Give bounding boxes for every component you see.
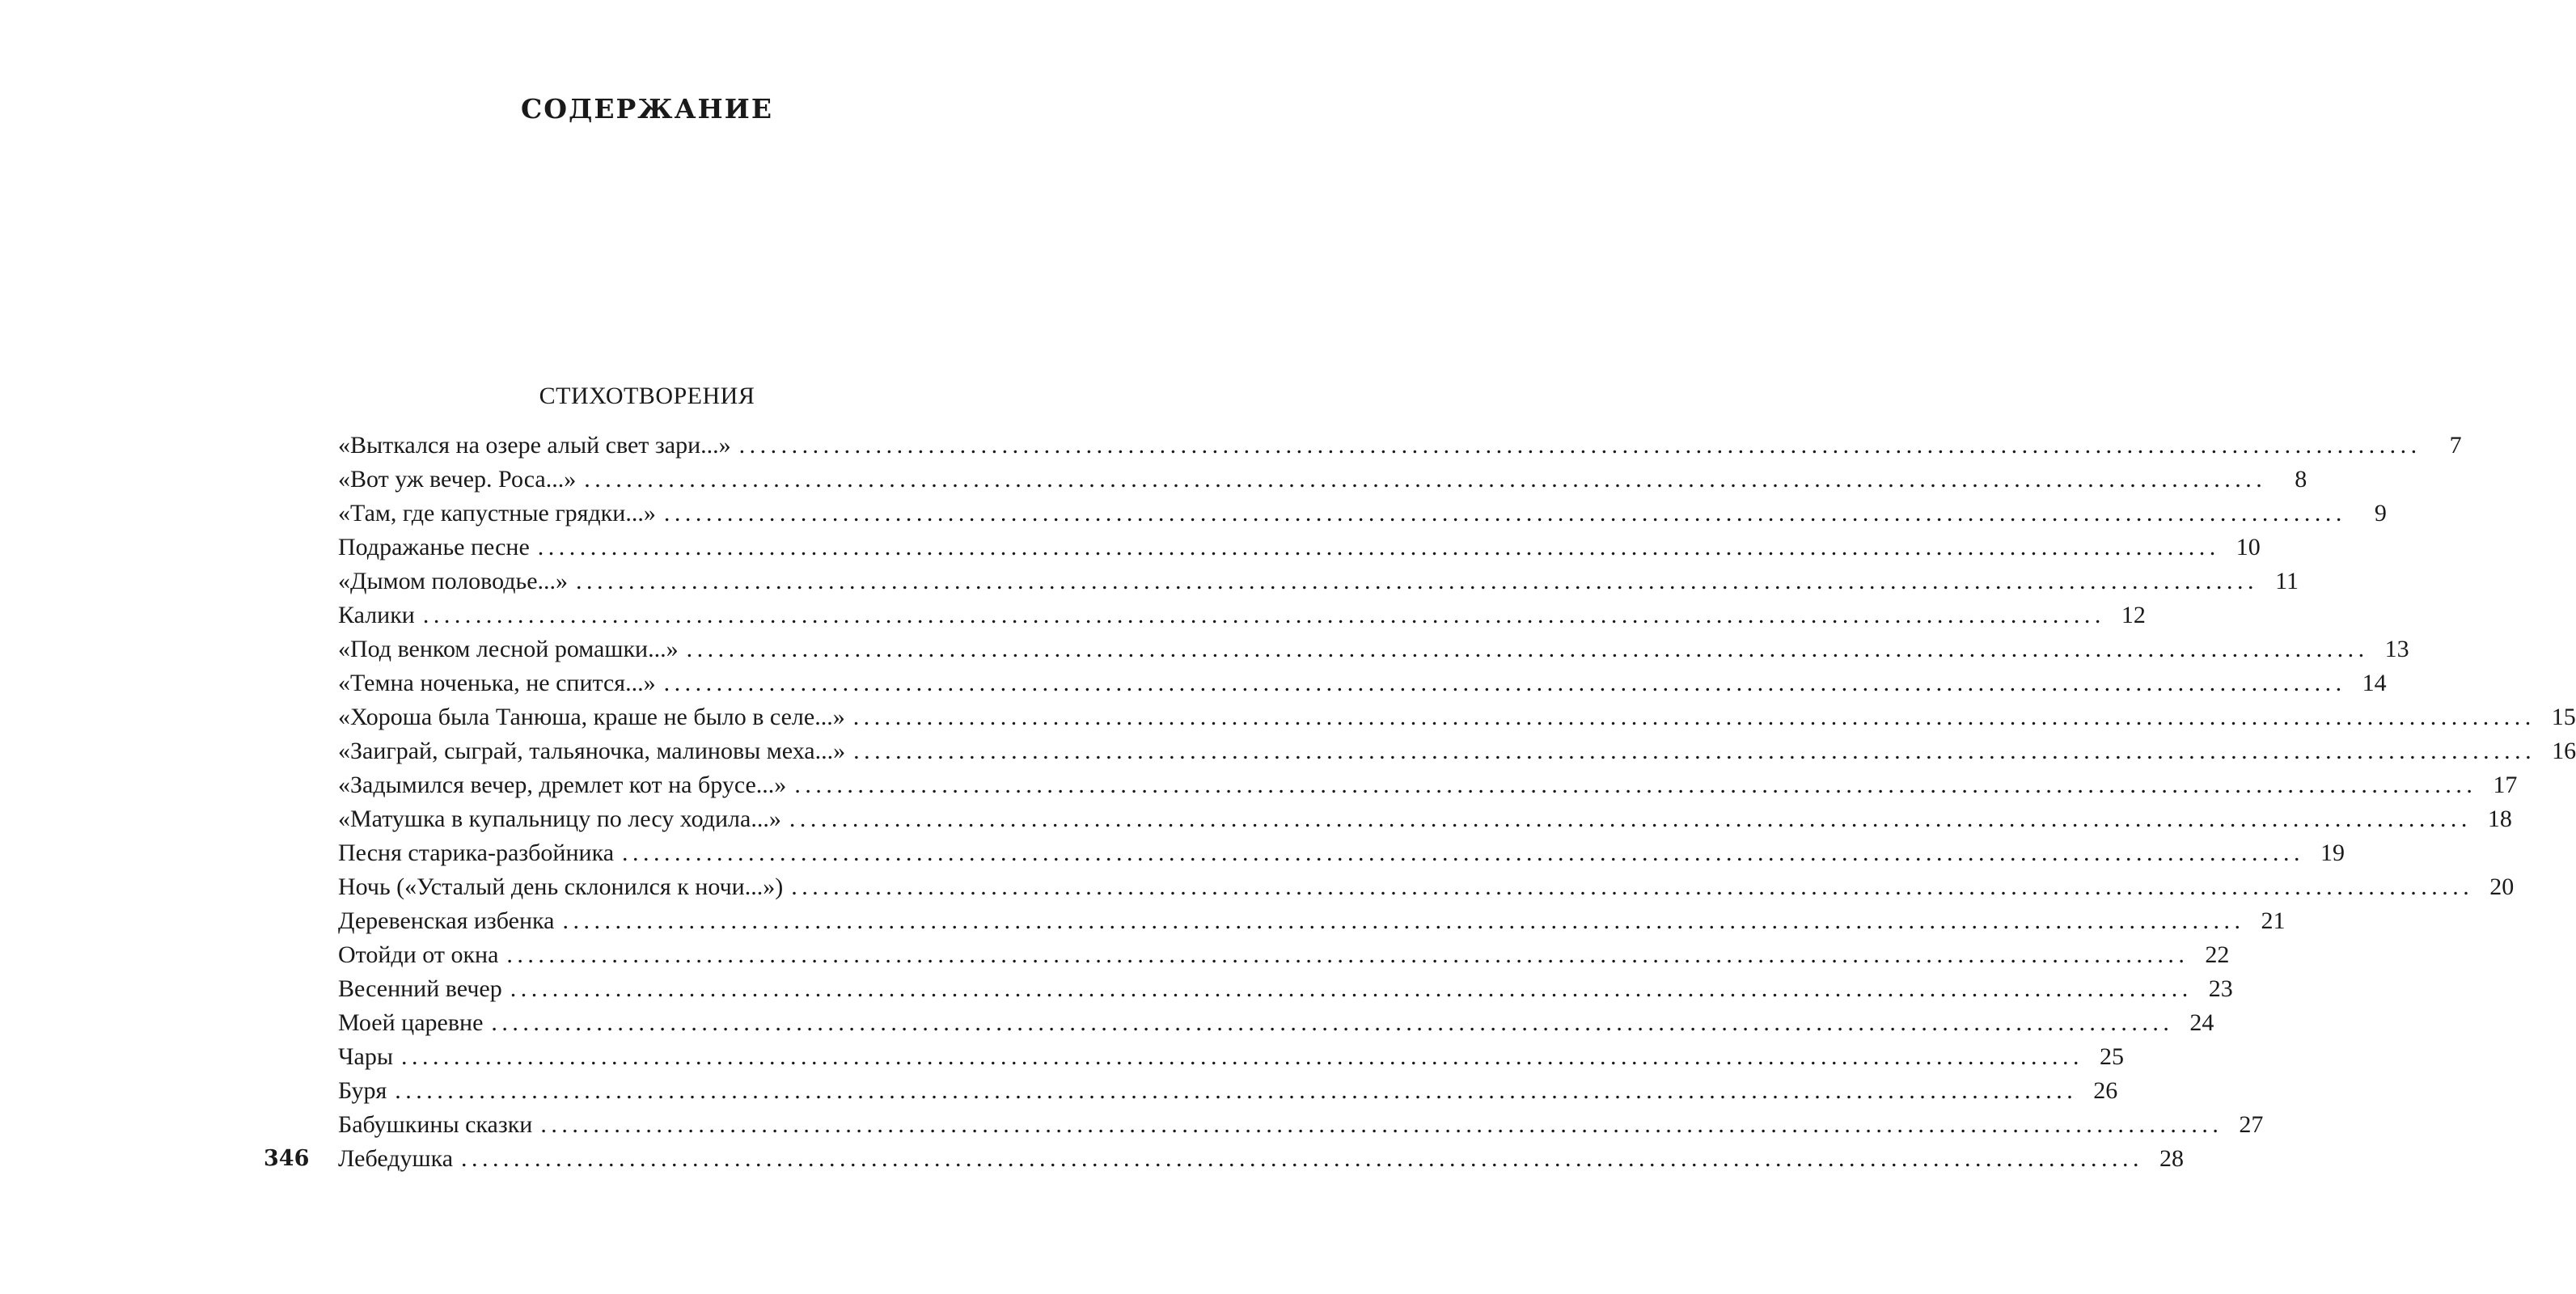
toc-entry-page: 23 (2208, 975, 2233, 1002)
toc-entry-title: Весенний вечер (338, 972, 510, 1006)
toc-entry-title: Песня старика-разбойника (338, 836, 622, 870)
toc-entry-title: «Дымом половодье...» (338, 565, 576, 598)
toc-entry-page: 12 (2121, 602, 2146, 628)
toc-entry-page: 8 (2295, 466, 2307, 493)
toc-entry-page: 13 (2384, 636, 2409, 662)
dot-leader: ................................................................................................................................................................ (395, 1077, 2078, 1104)
toc-entry (338, 870, 2515, 904)
dot-leader: ................................................................................................................................................................ (461, 1145, 2144, 1172)
toc-entry-page: 19 (2320, 839, 2345, 866)
dot-leader: ................................................................................................................................................................ (506, 941, 2189, 968)
toc-entry (338, 1074, 2118, 1108)
toc-entry (338, 1142, 2185, 1176)
section-title: СТИХОТВОРЕНИЯ (539, 383, 755, 409)
toc-entry (338, 565, 2299, 598)
toc-entry-page: 7 (2449, 432, 2462, 459)
toc-entry-title: Чары (338, 1040, 401, 1074)
toc-entry-page: 24 (2189, 1009, 2214, 1036)
toc-entry (338, 836, 2345, 870)
table-of-contents (338, 429, 2576, 1176)
dot-leader: ................................................................................................................................................................ (663, 500, 2346, 526)
toc-entry-title: Отойди от окна (338, 938, 506, 972)
toc-entry-title: «Задымился вечер, дремлет кот на брусе...» (338, 768, 794, 802)
toc-entry (338, 1040, 2124, 1074)
dot-leader: ................................................................................................................................................................ (794, 772, 2477, 798)
dot-leader: ................................................................................................................................................................ (738, 432, 2422, 459)
toc-entry-title: Деревенская избенка (338, 904, 562, 938)
dot-leader: ................................................................................................................................................................ (576, 568, 2259, 594)
toc-entry (338, 700, 2576, 734)
page-title: СОДЕРЖАНИЕ (520, 93, 773, 125)
toc-entry-title: «Под венком лесной ромашки...» (338, 632, 687, 666)
toc-entry-page: 9 (2374, 500, 2387, 526)
toc-entry (338, 768, 2518, 802)
dot-leader: ................................................................................................................................................................ (663, 670, 2346, 696)
toc-entry (338, 497, 2387, 531)
toc-entry-title: «Заиграй, сыграй, тальяночка, малиновы меха...» (338, 734, 853, 768)
dot-leader: ................................................................................................................................................................ (562, 907, 2245, 934)
toc-entry-title: «Матушка в купальницу по лесу ходила...» (338, 802, 789, 836)
toc-entry-title: Бабушкины сказки (338, 1108, 540, 1142)
toc-entry-title: Калики (338, 598, 423, 632)
toc-entry-page: 20 (2489, 873, 2515, 900)
toc-entry-page: 14 (2362, 670, 2387, 696)
toc-entry-page: 18 (2487, 806, 2512, 832)
dot-leader: ................................................................................................................................................................ (622, 839, 2305, 866)
dot-leader: ................................................................................................................................................................ (686, 636, 2369, 662)
dot-leader: ................................................................................................................................................................ (540, 1111, 2223, 1138)
toc-entry-page: 11 (2275, 568, 2299, 594)
dot-leader: ................................................................................................................................................................ (510, 975, 2193, 1002)
toc-entry (338, 904, 2286, 938)
toc-entry (338, 598, 2146, 632)
toc-entry-page: 15 (2551, 704, 2576, 730)
toc-entry-title: Буря (338, 1074, 395, 1108)
toc-entry-title: «Там, где капустные грядки...» (338, 497, 664, 531)
toc-entry-page: 27 (2239, 1111, 2264, 1138)
toc-entry (338, 429, 2462, 463)
dot-leader: ................................................................................................................................................................ (537, 534, 2220, 560)
toc-entry-title: «Хороша была Танюша, краше не было в селе...» (338, 700, 853, 734)
toc-entry-page: 21 (2261, 907, 2286, 934)
toc-entry (338, 463, 2307, 497)
dot-leader: ................................................................................................................................................................ (789, 806, 2472, 832)
dot-leader: ................................................................................................................................................................ (853, 738, 2536, 764)
toc-entry-page: 17 (2493, 772, 2518, 798)
toc-entry (338, 802, 2512, 836)
toc-entry (338, 666, 2387, 700)
toc-entry-title: «Вот уж вечер. Роса...» (338, 463, 584, 497)
page-number: 346 (264, 1146, 310, 1171)
toc-entry-title: Подражанье песне (338, 531, 538, 565)
toc-entry-title: Моей царевне (338, 1006, 491, 1040)
dot-leader: ................................................................................................................................................................ (422, 602, 2105, 628)
toc-entry-page: 22 (2205, 941, 2230, 968)
toc-entry-title: Ночь («Усталый день склонился к ночи...») (338, 870, 791, 904)
toc-entry (338, 1108, 2264, 1142)
dot-leader: ................................................................................................................................................................ (400, 1043, 2083, 1070)
toc-entry (338, 938, 2230, 972)
toc-entry (338, 972, 2233, 1006)
toc-entry-title: «Темна ноченька, не спится...» (338, 666, 664, 700)
toc-entry (338, 1006, 2214, 1040)
toc-entry (338, 632, 2409, 666)
dot-leader: ................................................................................................................................................................ (852, 704, 2536, 730)
toc-entry-page: 26 (2093, 1077, 2118, 1104)
toc-entry (338, 531, 2261, 565)
dot-leader: ................................................................................................................................................................ (491, 1009, 2174, 1036)
toc-entry-page: 16 (2552, 738, 2576, 764)
toc-entry-title: Лебедушка (338, 1142, 461, 1176)
dot-leader: ................................................................................................................................................................ (584, 466, 2267, 493)
toc-entry (338, 734, 2576, 768)
toc-entry-title: «Выткался на озере алый свет зари...» (338, 429, 739, 463)
toc-entry-page: 25 (2099, 1043, 2124, 1070)
dot-leader: ................................................................................................................................................................ (791, 873, 2474, 900)
toc-entry-page: 28 (2159, 1145, 2185, 1172)
toc-entry-page: 10 (2235, 534, 2261, 560)
